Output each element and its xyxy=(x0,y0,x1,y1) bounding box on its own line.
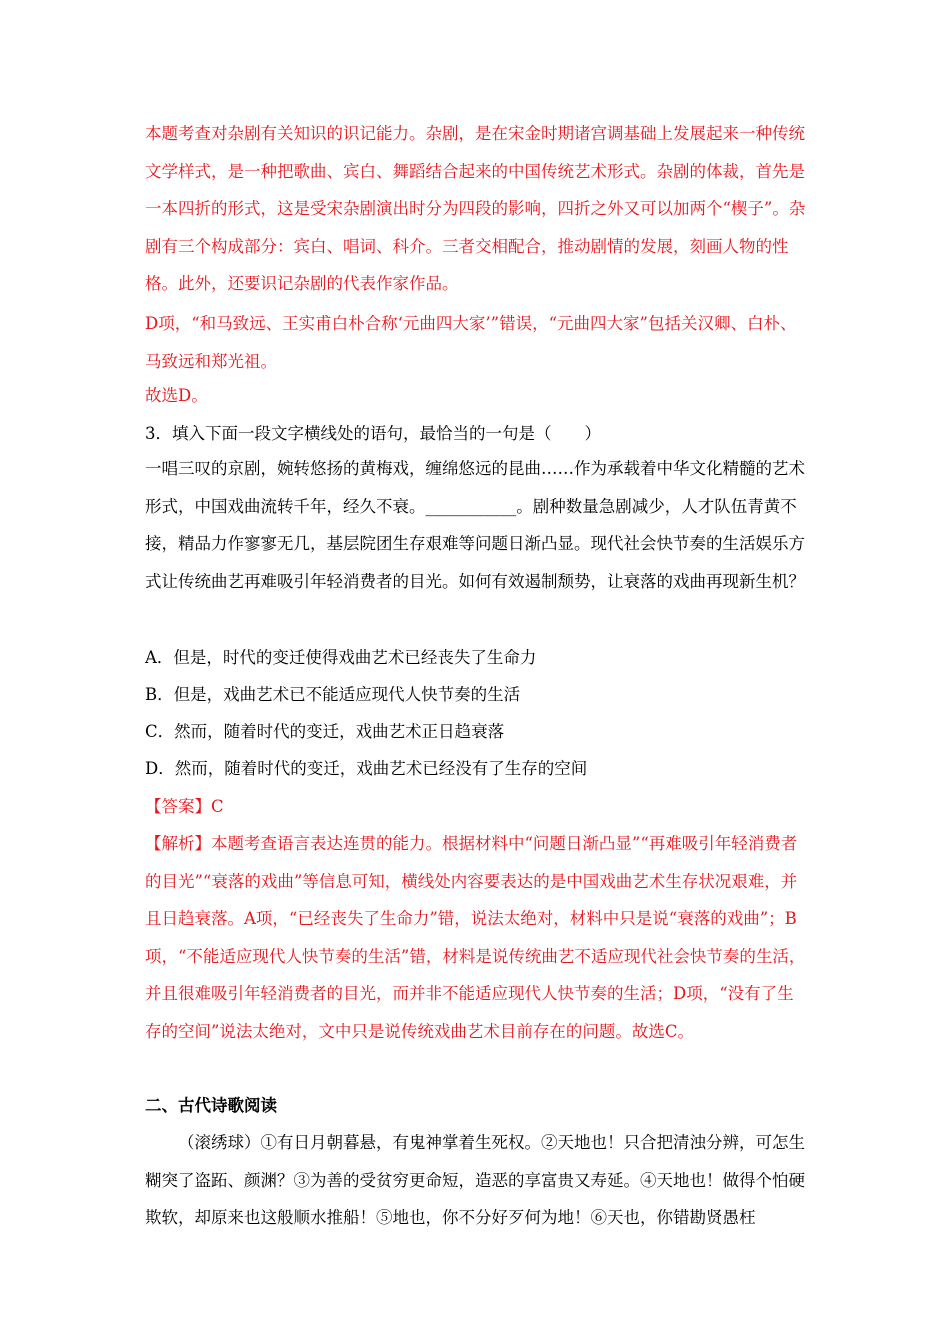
q2-analysis-d-item: D项，“和马致远、王实甫白朴合称‘元曲四大家’”错误，“元曲四大家”包括关汉卿、白朴、马致远和郑光祖。 xyxy=(145,314,797,371)
q2-analysis-paragraph: 本题考查对杂剧有关知识的识记能力。杂剧，是在宋金时期诸宫调基础上发展起来一种传统文学样式，是一种把歌曲、宾白、舞蹈结合起来的中国传统艺术形式。杂剧的体裁，首先是一本四折的形式，这是受宋杂剧演出时分为四段的影响，四折之外又可以加两个“楔子”。杂剧有三个构成部分：宾白、唱词、科介。三者交相配合，推动剧情的发展，刻画人物的性格。此外，还要识记杂剧的代表作家作品。 xyxy=(145,124,806,293)
q3-stem: 3．填入下面一段文字横线处的语句，最恰当的一句是（ ） xyxy=(145,424,601,443)
q3-option-d: D．然而，随着时代的变迁，戏曲艺术已经没有了生存的空间 xyxy=(145,759,588,778)
q3-answer: 【答案】C xyxy=(145,797,224,816)
q3-option-b: B．但是，戏曲艺术已不能适应现代人快节奏的生活 xyxy=(145,685,521,704)
q3-option-c: C．然而，随着时代的变迁，戏曲艺术正日趋衰落 xyxy=(145,722,505,741)
q2-conclusion: 故选D。 xyxy=(145,386,208,405)
q3-analysis: 【解析】本题考查语言表达连贯的能力。根据材料中“问题日渐凸显”“再难吸引年轻消费者的目光”“衰落的戏曲”等信息可知，横线处内容要表达的是中国戏曲艺术生存状况艰难，并且日趋衰落。A项，“已经丧失了生命力”错，说法太绝对，材料中只是说“衰落的戏曲”；B项，“不能适应现代人快节奏的生活”错，材料是说传统曲艺不适应现代社会快节奏的生活，并且很难吸引年轻消费者的目光，而并非不能适应现代人快节奏的生活；D项，“没有了生存的空间”说法太绝对，文中只是说传统戏曲艺术目前存在的问题。故选C。 xyxy=(145,834,806,1041)
q3-passage: 一唱三叹的京剧，婉转悠扬的黄梅戏，缠绵悠远的昆曲……作为承载着中华文化精髓的艺术形式，中国戏曲流转千年，经久不衰。___________。剧种数量急剧减少，人才队伍青黄不接，精品力作寥寥无几，基层院团生存艰难等问题日渐凸显。现代社会快节奏的生活娱乐方式让传统曲艺再难吸引年轻消费者的目光。如何有效遏制颓势，让衰落的戏曲再现新生机？ xyxy=(145,459,805,591)
poem-text: （滚绣球）①有日月朝暮悬，有鬼神掌着生死权。②天地也！只合把清浊分辨，可怎生糊突了盗跖、颜渊？③为善的受贫穷更命短，造恶的享富贵又寿延。④天地也！做得个怕硬欺软，却原来也这般顺水推船！⑤地也，你不分好歹何为地！⑥天也，你错勘贤愚枉 xyxy=(145,1133,805,1227)
section-heading: 二、古代诗歌阅读 xyxy=(145,1096,277,1115)
q3-option-a: A．但是，时代的变迁使得戏曲艺术已经丧失了生命力 xyxy=(145,648,537,667)
